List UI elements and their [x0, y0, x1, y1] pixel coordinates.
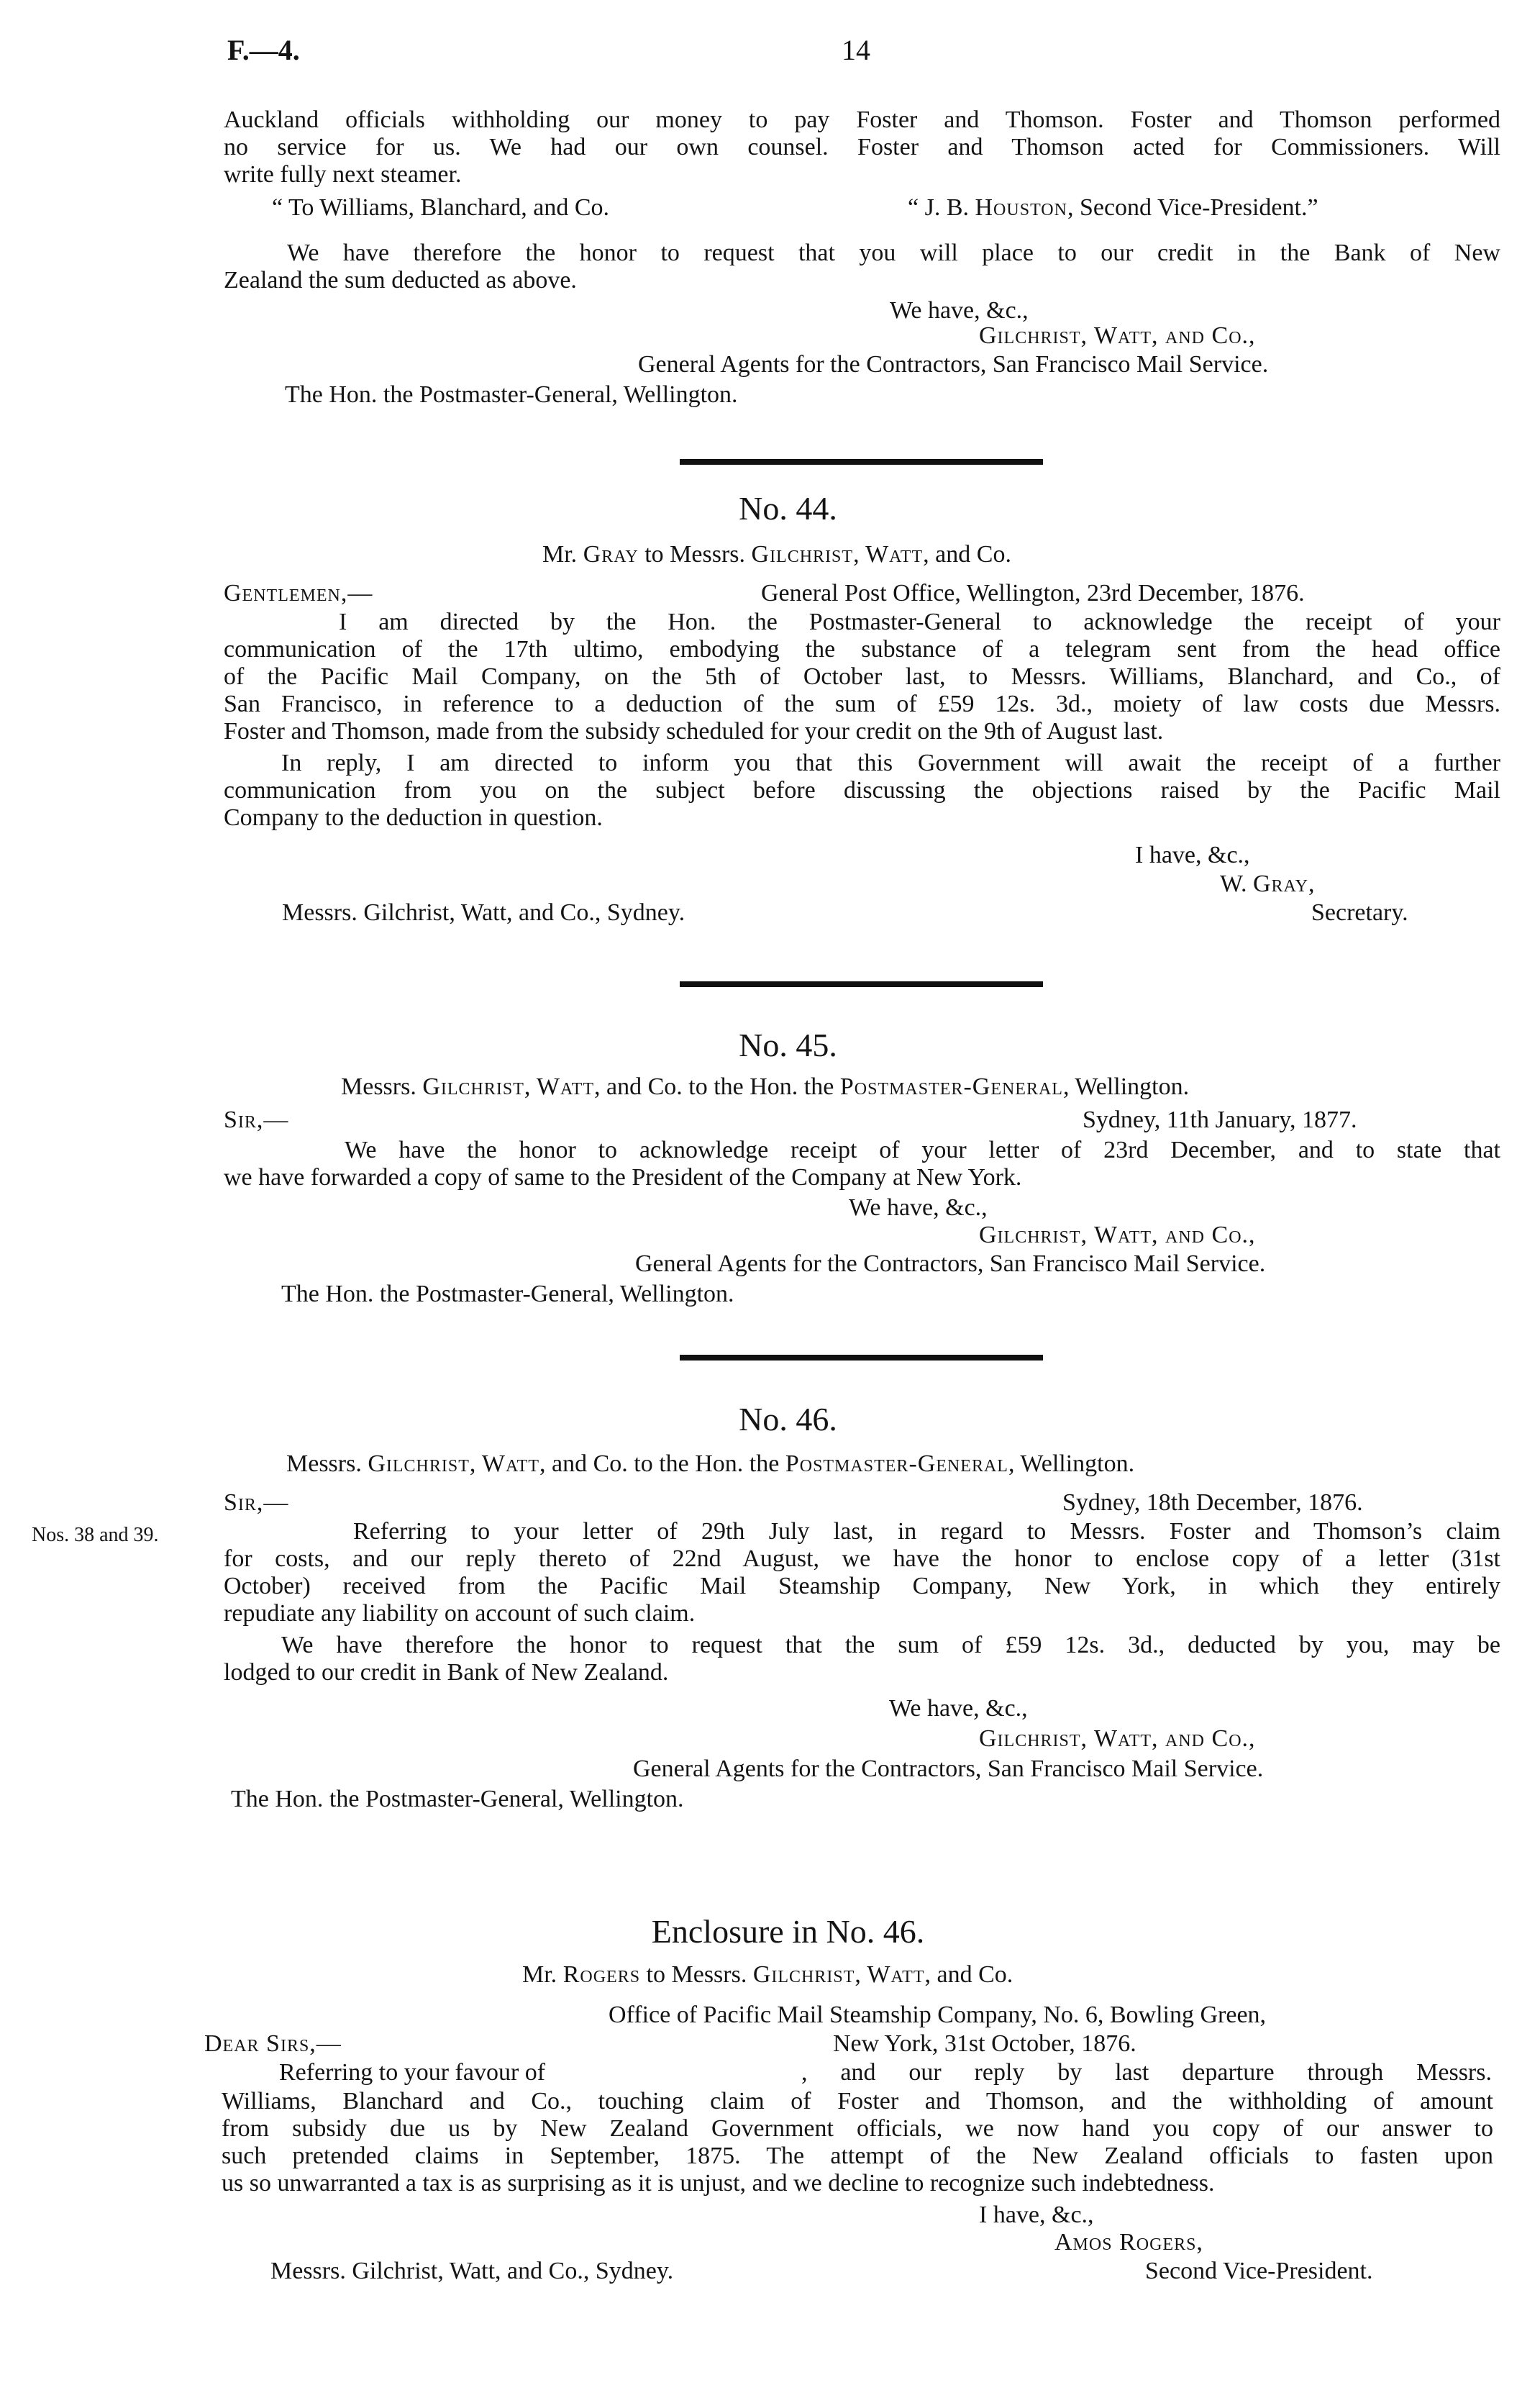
text-line: lodged to our credit in Bank of New Zealand. — [224, 1659, 669, 1686]
addressee: The Hon. the Postmaster-General, Wellington. — [281, 1281, 734, 1307]
text-line: October) received from the Pacific Mail Steamship Company, New York, in which they entirely — [224, 1573, 1500, 1599]
text-line: Company to the deduction in question. — [224, 804, 603, 831]
signatory-role: General Agents for the Contractors, San Francisco Mail Service. — [635, 1250, 1266, 1277]
text-line: communication from you on the subject before discussing the objections raised by the Pacific Mail — [224, 777, 1500, 804]
salutation: Sir,— — [224, 1489, 289, 1516]
signatory-role: General Agents for the Contractors, San Francisco Mail Service. — [633, 1755, 1264, 1782]
text-line: communication of the 17th ultimo, embodying the substance of a telegram sent from the head office — [224, 636, 1500, 663]
letter-subtitle-45: Messrs. Gilchrist, Watt, and Co. to the Hon. the Postmaster-General, Wellington. — [341, 1073, 1190, 1100]
signatory: Gilchrist, Watt, and Co., — [979, 1725, 1256, 1752]
text-line: We have therefore the honor to request that you will place to our credit in the Bank of New — [287, 240, 1500, 266]
text-line: Auckland officials withholding our money to pay Foster and Thomson. Foster and Thomson performed — [224, 106, 1500, 133]
dateline: Sydney, 11th January, 1877. — [1083, 1107, 1357, 1133]
signatory-title: Second Vice-President. — [1145, 2258, 1373, 2284]
page-number: 14 — [842, 34, 870, 66]
letter-subtitle-44: Mr. Gray to Messrs. Gilchrist, Watt, and Co. — [542, 541, 1011, 568]
letter-heading-45: No. 45. — [739, 1027, 837, 1063]
addressee: Messrs. Gilchrist, Watt, and Co., Sydney. — [270, 2258, 674, 2284]
salutation: Sir,— — [224, 1107, 289, 1133]
section-divider — [680, 981, 1043, 987]
text-line: We have the honor to acknowledge receipt of your letter of 23rd December, and to state that — [345, 1137, 1500, 1163]
top-paragraph-2 — [224, 240, 1500, 294]
text-line: We have therefore the honor to request that the sum of £59 12s. 3d., deducted by you, may be — [281, 1632, 1500, 1658]
letter-paragraph-2 — [224, 750, 1500, 832]
text-line: we have forwarded a copy of same to the President of the Company at New York. — [224, 1164, 1022, 1191]
closing: We have, &c., — [849, 1194, 988, 1221]
signatory: Gilchrist, Watt, and Co., — [979, 322, 1256, 349]
enclosure-heading: Enclosure in No. 46. — [651, 1913, 925, 1950]
signatory: W. Gray, — [1220, 871, 1316, 897]
margin-note: Nos. 38 and 39. — [32, 1524, 159, 1546]
text-line: San Francisco, in reference to a deduction of the sum of £59 12s. 3d., moiety of law costs due Messrs. — [224, 691, 1500, 717]
closing: I have, &c., — [1135, 842, 1250, 868]
letter-paragraph-1 — [224, 1137, 1500, 1191]
section-divider — [680, 1355, 1043, 1361]
enclosure-paragraph — [222, 2088, 1493, 2197]
closing: We have, &c., — [890, 297, 1029, 324]
dateline: Sydney, 18th December, 1876. — [1062, 1489, 1363, 1516]
text-line: Williams, Blanchard and Co., touching claim of Foster and Thomson, and the withholding of amount — [222, 2088, 1493, 2114]
top-paragraph-1 — [224, 106, 1500, 188]
text-line: Referring to your letter of 29th July last, in regard to Messrs. Foster and Thomson’s claim — [353, 1518, 1500, 1545]
addressee: The Hon. the Postmaster-General, Wellington. — [285, 381, 738, 408]
text-line: write fully next steamer. — [224, 161, 462, 188]
telegram-recipient: “ To Williams, Blanchard, and Co. — [272, 194, 610, 221]
closing: I have, &c., — [979, 2202, 1094, 2228]
closing: We have, &c., — [889, 1695, 1028, 1722]
telegram-sender: “ J. B. Houston, Second Vice-President.” — [908, 194, 1318, 221]
letter-subtitle-46: Messrs. Gilchrist, Watt, and Co. to the Hon. the Postmaster-General, Wellington. — [286, 1450, 1135, 1477]
text-line: no service for us. We had our own counsel. Foster and Thomson acted for Commissioners. Will — [224, 134, 1500, 160]
letter-heading-44: No. 44. — [739, 490, 837, 527]
signatory-title: Secretary. — [1311, 899, 1408, 926]
addressee: Messrs. Gilchrist, Watt, and Co., Sydney. — [282, 899, 685, 926]
letter-heading-46: No. 46. — [739, 1401, 837, 1437]
dateline: New York, 31st October, 1876. — [833, 2030, 1136, 2057]
text-line: Referring to your favour of — [279, 2059, 546, 2086]
text-line: such pretended claims in September, 1875. The attempt of the New Zealand officials to fasten upon — [222, 2143, 1493, 2169]
addressee: The Hon. the Postmaster-General, Wellington. — [231, 1786, 684, 1812]
signatory: Amos Rogers, — [1054, 2229, 1203, 2256]
letter-paragraph-1 — [224, 1518, 1500, 1627]
letter-paragraph-1 — [224, 609, 1500, 745]
text-line: I am directed by the Hon. the Postmaster-General to acknowledge the receipt of your — [339, 609, 1500, 635]
salutation: Dear Sirs,— — [204, 2030, 342, 2057]
dateline: General Post Office, Wellington, 23rd December, 1876. — [761, 580, 1305, 607]
text-line: of the Pacific Mail Company, on the 5th of October last, to Messrs. Williams, Blanchard, and Co., of — [224, 663, 1500, 690]
text-line: from subsidy due us by New Zealand Government officials, we now hand you copy of our answer to — [222, 2115, 1493, 2142]
text-line: for costs, and our reply thereto of 22nd August, we have the honor to enclose copy of a letter (31st — [224, 1545, 1500, 1572]
section-divider — [680, 459, 1043, 465]
text-line: , and our reply by last departure through Messrs. — [801, 2059, 1492, 2086]
enclosure-subtitle: Mr. Rogers to Messrs. Gilchrist, Watt, and Co. — [522, 1961, 1013, 1988]
salutation: Gentlemen,— — [224, 580, 373, 607]
section-code: F.—4. — [227, 34, 300, 66]
text-line: In reply, I am directed to inform you that this Government will await the receipt of a further — [281, 750, 1500, 776]
office-line: Office of Pacific Mail Steamship Company, No. 6, Bowling Green, — [609, 2002, 1267, 2028]
text-line: repudiate any liability on account of such claim. — [224, 1600, 696, 1627]
signatory: Gilchrist, Watt, and Co., — [979, 1222, 1256, 1248]
letter-paragraph-2 — [224, 1632, 1500, 1686]
text-line: Foster and Thomson, made from the subsidy scheduled for your credit on the 9th of August last. — [224, 718, 1164, 745]
text-line: Zealand the sum deducted as above. — [224, 267, 577, 294]
signatory-role: General Agents for the Contractors, San Francisco Mail Service. — [638, 351, 1269, 378]
text-line: us so unwarranted a tax is as surprising as it is unjust, and we decline to recognize such indebtedness. — [222, 2170, 1215, 2197]
